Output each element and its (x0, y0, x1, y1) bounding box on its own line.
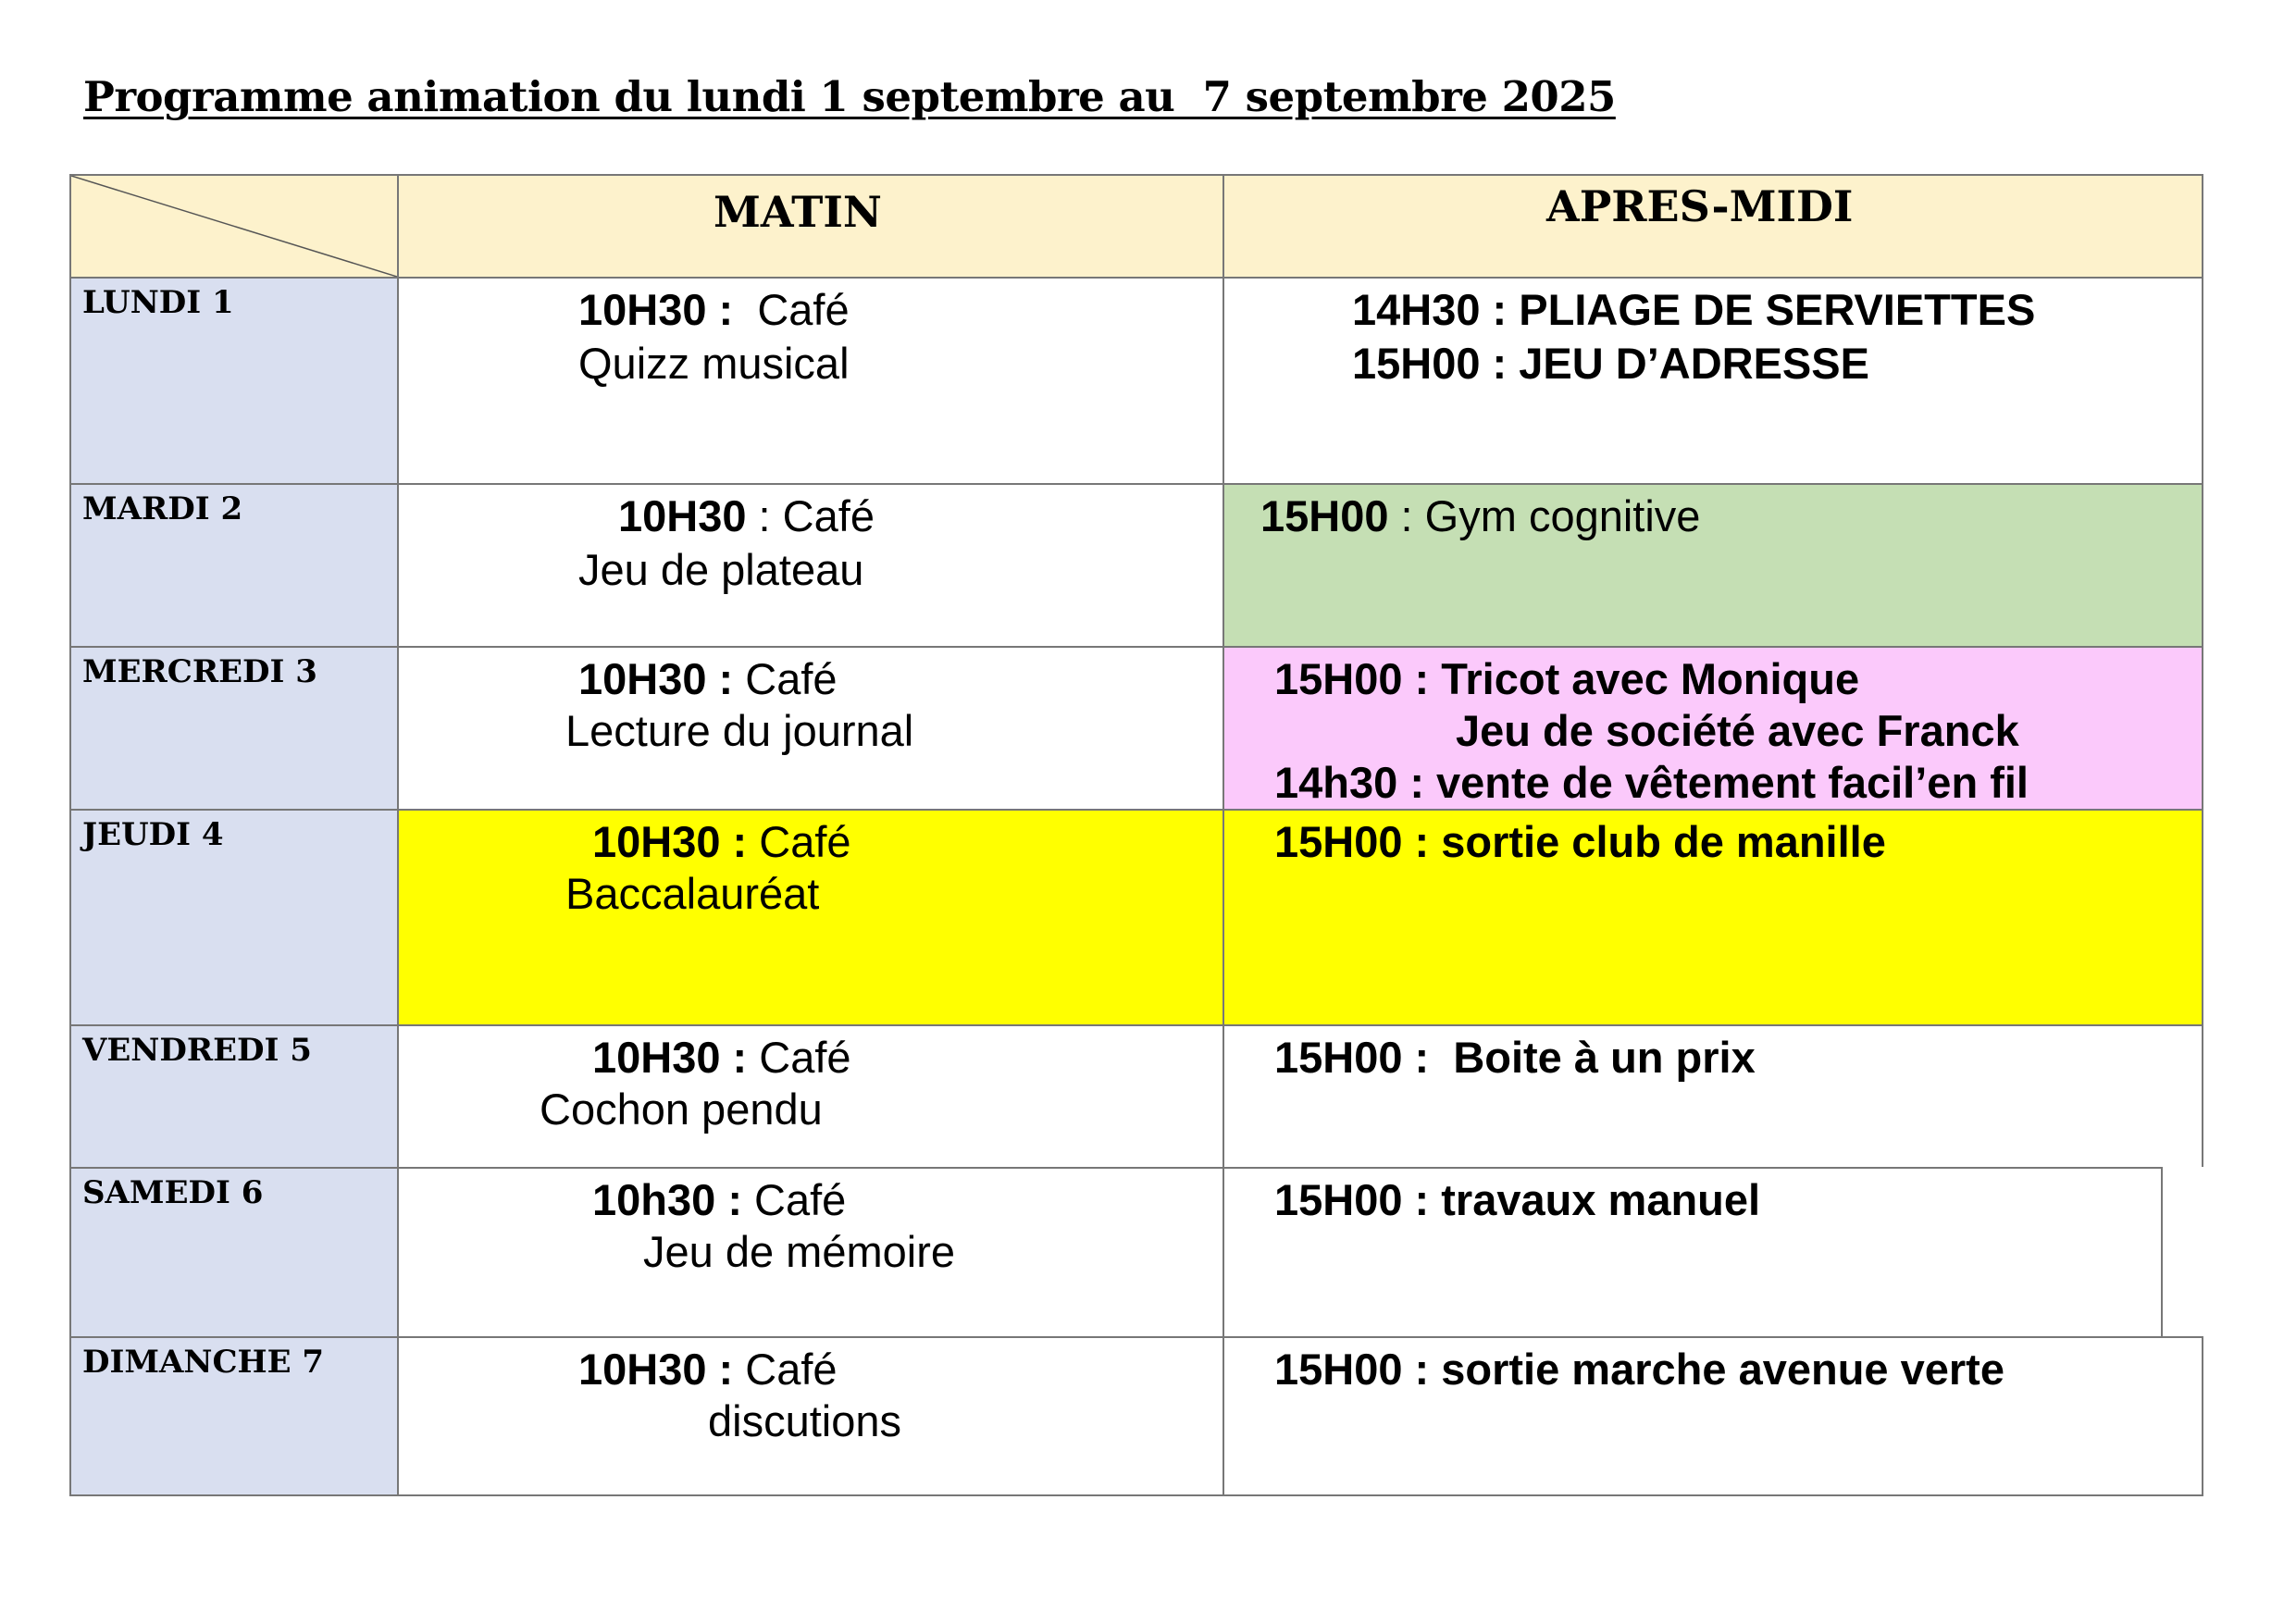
matin-line: 10H30 : Café (578, 1345, 838, 1394)
apres-midi-line: 14h30 : vente de vêtement facil’en fil (1274, 758, 2029, 807)
day-cell (69, 646, 397, 809)
matin-cell (397, 1024, 1222, 1167)
matin-line: 10H30 : Café (592, 1033, 851, 1082)
matin-line: Cochon pendu (540, 1085, 823, 1134)
day-label: VENDREDI 5 (82, 1032, 312, 1069)
matin-line: 10H30 : Café (578, 654, 838, 703)
matin-cell (397, 646, 1222, 809)
apres-midi-line: 15H00 : Tricot avec Monique (1274, 654, 1860, 703)
matin-line: 10h30 : Café (592, 1175, 847, 1224)
matin-cell (397, 277, 1222, 483)
apres-midi-cell (1222, 1336, 2203, 1496)
day-label: MERCREDI 3 (82, 653, 317, 690)
apres-midi-cell (1222, 809, 2203, 1024)
apres-midi-cell (1222, 646, 2203, 809)
day-cell (69, 277, 397, 483)
day-label: SAMEDI 6 (82, 1174, 264, 1211)
page-title: Programme animation du lundi 1 septembre au 7 septembre 2025 (83, 72, 1616, 121)
matin-line: 10H30 : Café (578, 285, 850, 334)
day-label: DIMANCHE 7 (82, 1344, 325, 1381)
day-label: LUNDI 1 (82, 284, 234, 321)
matin-line: Quizz musical (578, 339, 850, 388)
day-cell (69, 483, 397, 646)
day-label: MARDI 2 (82, 490, 243, 527)
corner-cell (69, 174, 397, 277)
header-apres-midi-cell (1222, 174, 2203, 277)
day-cell (69, 809, 397, 1024)
apres-midi-line: 15H00 : JEU D’ADRESSE (1352, 339, 1869, 388)
header-apres-midi: APRES-MIDI (1546, 181, 1854, 231)
diagonal-divider (71, 176, 397, 277)
matin-cell (397, 483, 1222, 646)
apres-midi-cell (1222, 483, 2203, 646)
day-cell (69, 1336, 397, 1496)
apres-midi-line: 15H00 : Boite à un prix (1274, 1033, 1756, 1082)
apres-midi-line: 15H00 : sortie marche avenue verte (1274, 1345, 2004, 1394)
matin-line: Jeu de plateau (578, 545, 864, 594)
apres-midi-cell (1222, 277, 2203, 483)
header-matin: MATIN (714, 187, 882, 237)
matin-cell (397, 809, 1222, 1024)
header-matin-cell (397, 174, 1222, 277)
apres-midi-cell (1222, 1024, 2203, 1167)
matin-cell (397, 1167, 1222, 1336)
matin-cell (397, 1336, 1222, 1496)
matin-line: Lecture du journal (565, 706, 914, 755)
apres-midi-line: 15H00 : Gym cognitive (1260, 491, 1701, 540)
apres-midi-line: 14H30 : PLIAGE DE SERVIETTES (1352, 285, 2036, 334)
apres-midi-line: Jeu de société avec Franck (1456, 706, 2019, 755)
matin-line: 10H30 : Café (592, 817, 851, 866)
matin-line: Baccalauréat (565, 869, 820, 918)
day-cell (69, 1024, 397, 1167)
apres-midi-cell (1222, 1167, 2163, 1336)
apres-midi-line: 15H00 : travaux manuel (1274, 1175, 1761, 1224)
day-cell (69, 1167, 397, 1336)
apres-midi-line: 15H00 : sortie club de manille (1274, 817, 1886, 866)
matin-line: Jeu de mémoire (643, 1227, 955, 1276)
day-label: JEUDI 4 (82, 816, 224, 853)
matin-line: 10H30 : Café (618, 491, 875, 540)
matin-line: discutions (708, 1396, 901, 1445)
